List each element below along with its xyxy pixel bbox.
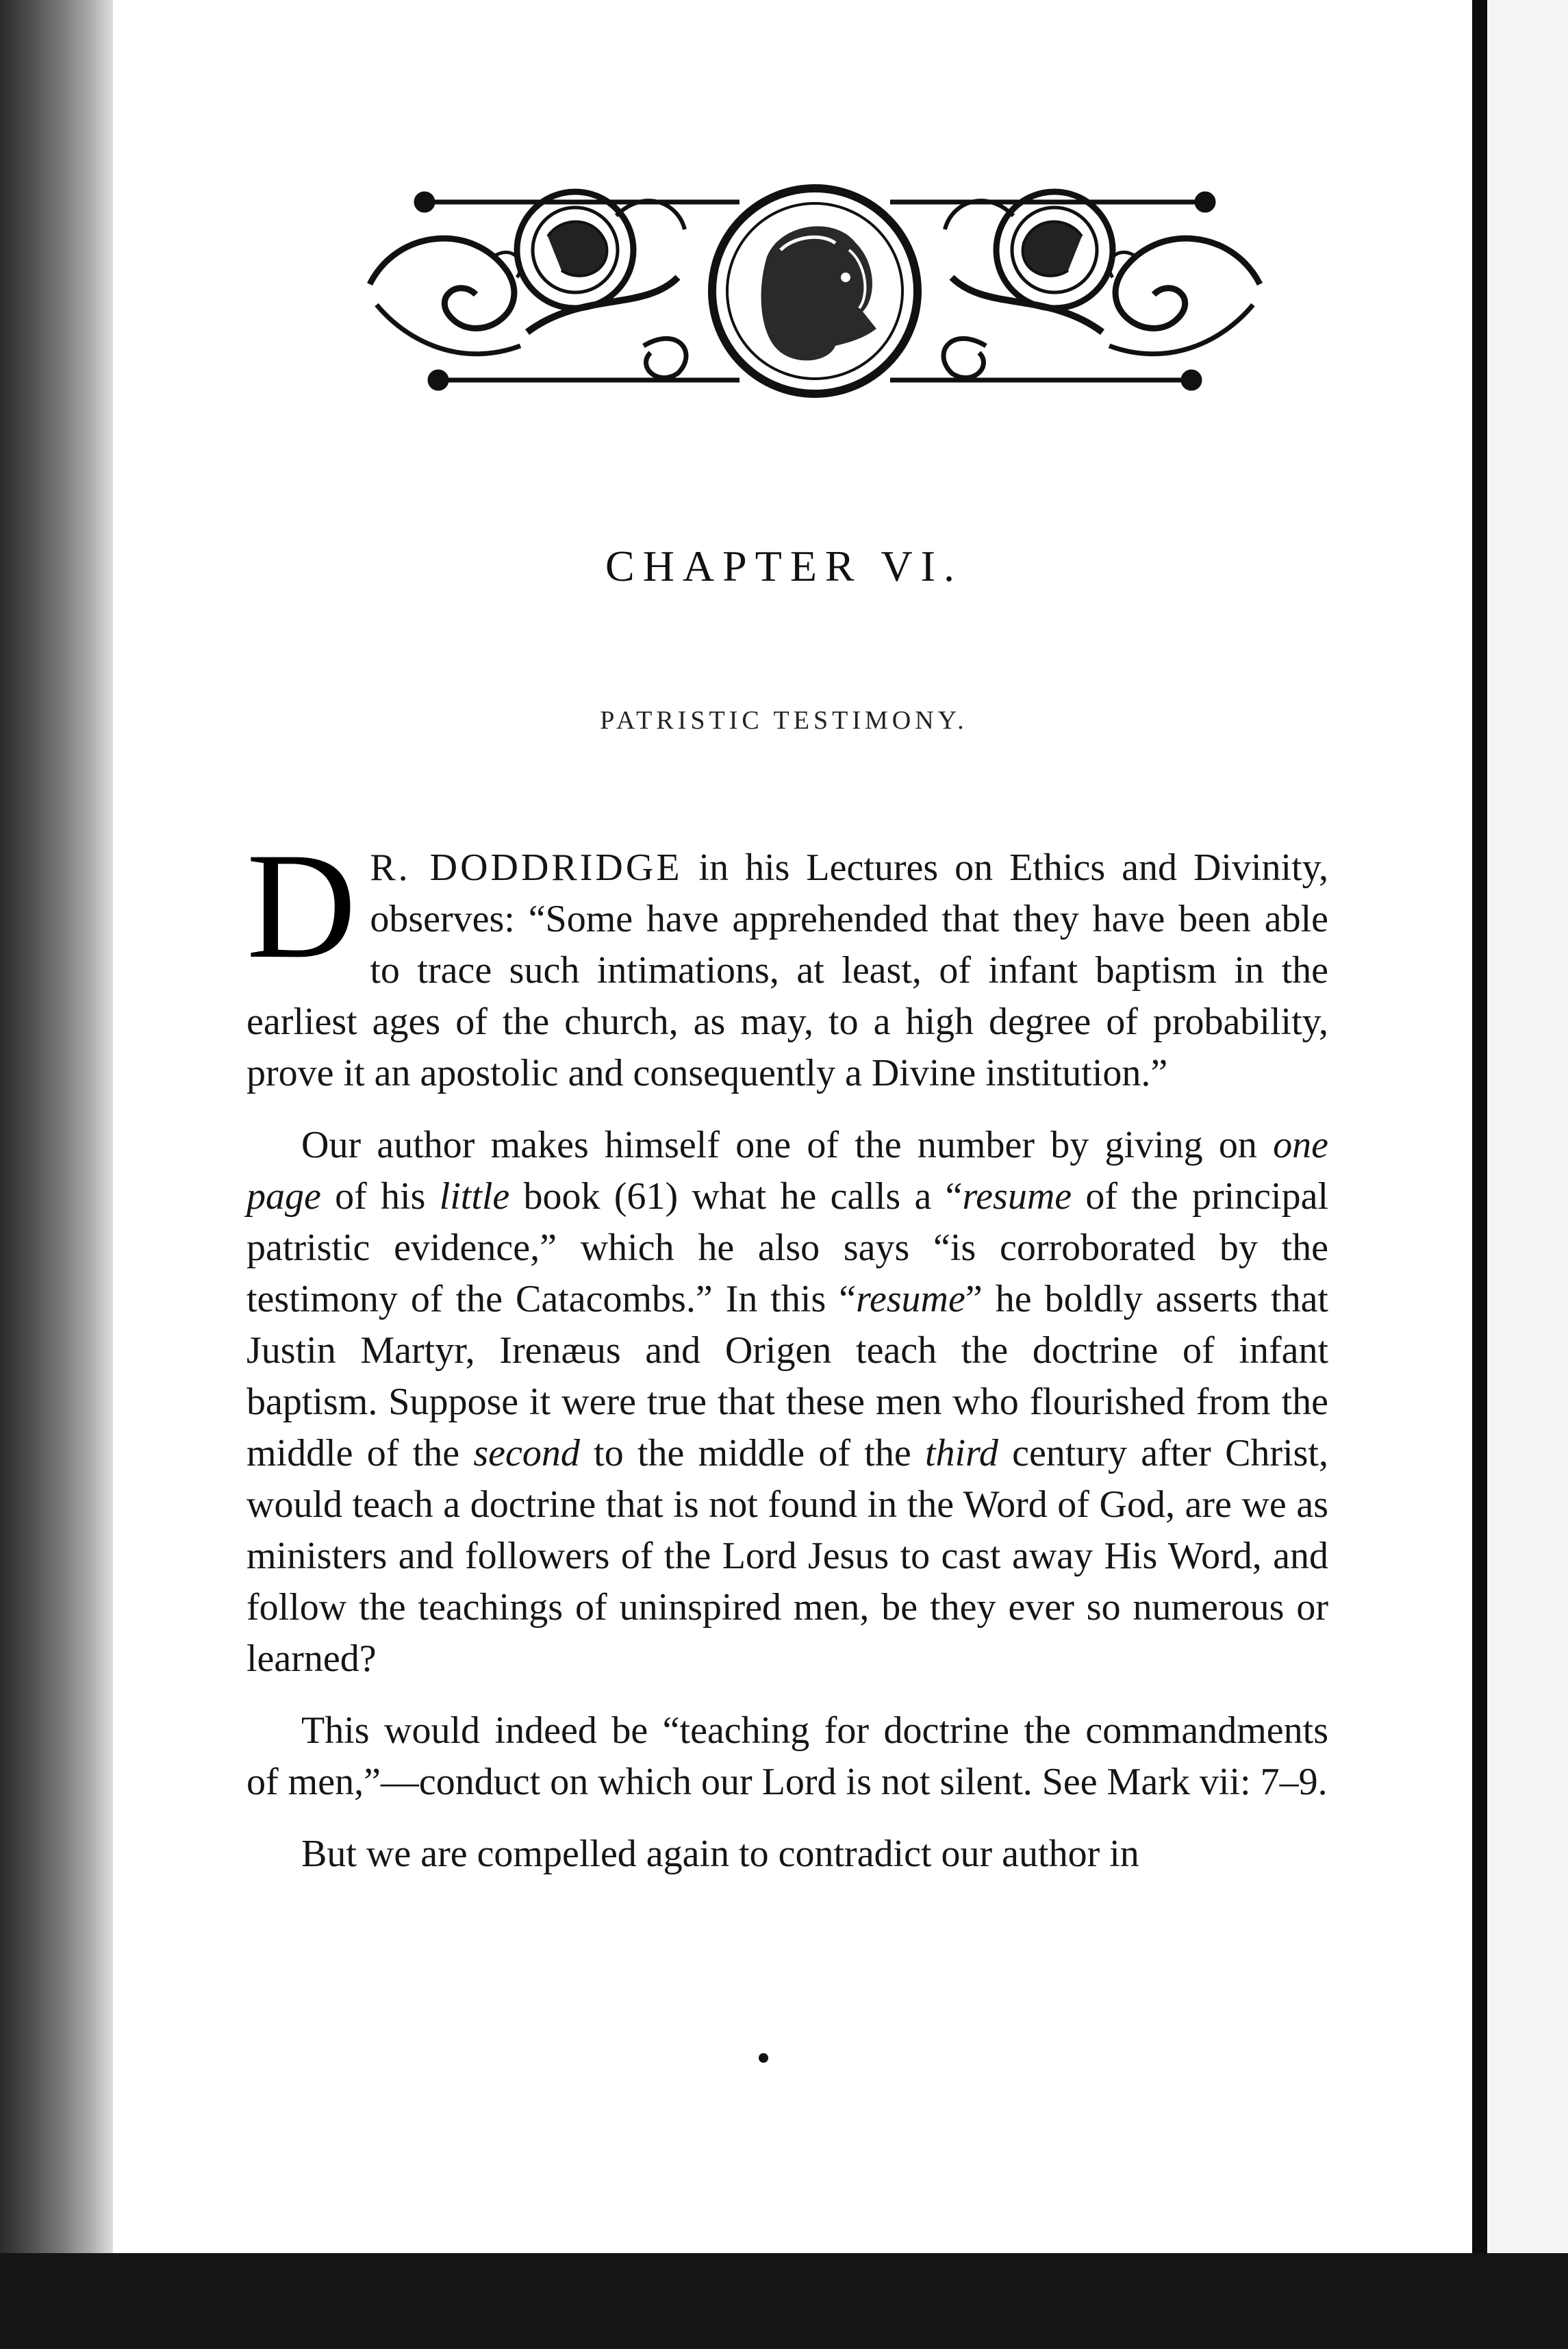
- p2-text-1: Our author makes himself one of the number by giving on: [301, 1124, 1274, 1166]
- p2-italic-5: second: [473, 1432, 580, 1474]
- chapter-subtitle: PATRISTIC TESTIMONY.: [600, 706, 968, 735]
- p2-text-5: ” he boldly asserts that Justin Martyr, Irenæus and Origen teach the doctrine of infant baptism. Suppose it were true that these men who flourished from the middle of the: [246, 1278, 1328, 1474]
- p2-text-7: century after Christ, would teach a doctrine that is not found in the Word of God, are we as ministers and followers of the Lord Jesus to cast away His Word, and follow the teachings of uninspired men, be they ever so numerous or learned?: [246, 1432, 1328, 1680]
- chapter-body: [246, 822, 1328, 1900]
- paragraph-4: But we are compelled again to contradict our author in: [301, 1833, 1139, 1875]
- p2-italic-4: resume: [856, 1278, 965, 1320]
- p2-text-6: to the middle of the: [579, 1432, 925, 1474]
- center-medallion: [712, 188, 918, 394]
- paragraph-2: [246, 1120, 1328, 1685]
- paragraph-3: This would indeed be “teaching for doctrine the commandments of men,”—conduct on which our Lord is not silent. See Mark vii: 7–9.: [246, 1709, 1328, 1803]
- next-page-strip: [1487, 0, 1568, 2260]
- ornament-right-half: [890, 192, 1260, 388]
- page-right-edge: [1472, 0, 1487, 2260]
- p2-italic-2: little: [439, 1175, 510, 1218]
- p2-text-2: of his: [320, 1175, 440, 1218]
- p2-italic-3: resume: [962, 1175, 1072, 1218]
- paragraph-1-lead: R. DODDRIDGE: [370, 846, 683, 889]
- drop-cap: D: [246, 822, 357, 990]
- paragraph-1-text: in his Lectures on Ethics and Divinity, observes: “Some have apprehended that they have been able to trace such intimations, at least, of infant baptism in the earliest ages of the church, as may, to a high degree of probability, prove it an apostolic and consequently a Divine institution.”: [246, 846, 1328, 1094]
- ornament-left-half: [370, 192, 739, 388]
- book-spine-edge: [0, 0, 120, 2260]
- headpiece-ornament: [356, 175, 1274, 407]
- p2-italic-1: one page: [246, 1124, 1328, 1218]
- paragraph-1: [246, 822, 1328, 1099]
- p2-text-3: book (61) what he calls a “: [509, 1175, 963, 1218]
- scan-bottom-band: [0, 2253, 1568, 2349]
- p2-italic-6: third: [924, 1432, 998, 1474]
- chapter-title: CHAPTER VI.: [605, 542, 963, 590]
- printers-mark: [759, 2053, 768, 2063]
- p2-text-4: of the principal patristic evidence,” which he also says “is corroborated by the testimony of the Catacombs.” In this “: [246, 1175, 1328, 1320]
